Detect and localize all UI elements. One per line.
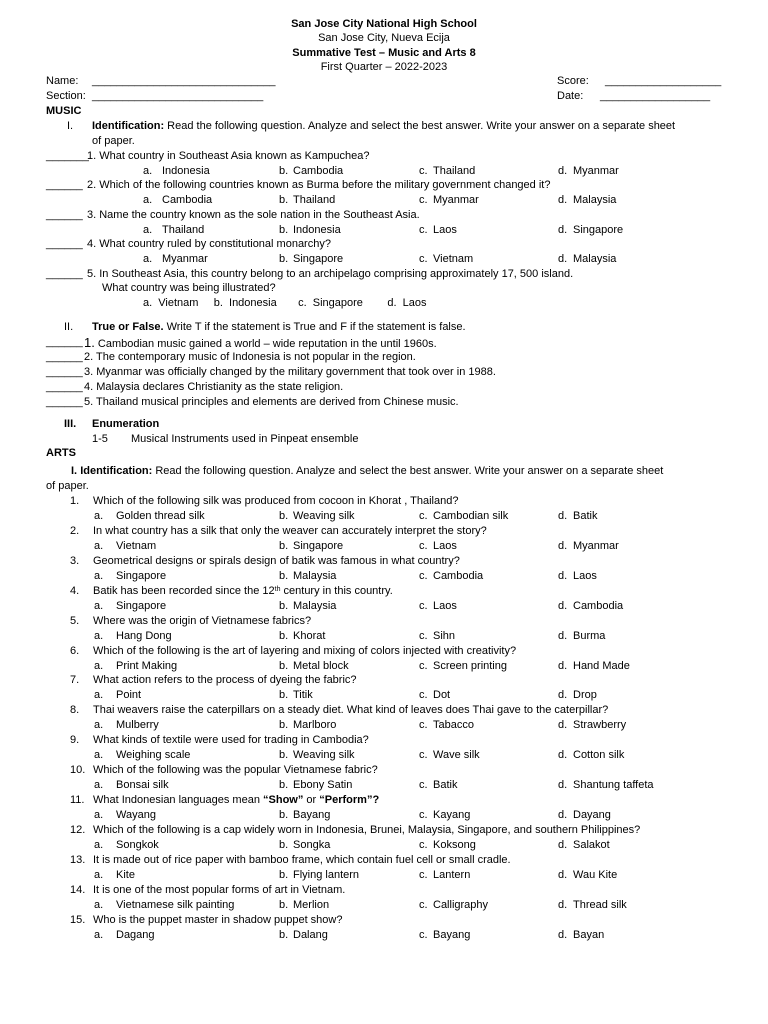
arts-q4-choice-a: Singapore bbox=[116, 599, 167, 612]
choice-letter-b: b. bbox=[279, 224, 289, 236]
tf-item-2 bbox=[84, 351, 416, 364]
music-q4-blank[interactable]: ______ bbox=[46, 238, 83, 250]
choice-letter-a: a. bbox=[94, 689, 104, 702]
choice-letter-b: b. bbox=[279, 253, 289, 265]
quarter-label: First Quarter – 2022-2023 bbox=[320, 61, 448, 73]
choice-letter-d: d. bbox=[558, 194, 568, 206]
arts-q10-choice-a: Bonsai silk bbox=[116, 779, 169, 792]
choice-letter-c: c. bbox=[419, 689, 428, 702]
arts-q14-choice-a: Vietnamese silk painting bbox=[116, 898, 235, 911]
arts-q7-number: 7. bbox=[70, 674, 80, 687]
choice-letter-d: d. bbox=[558, 838, 568, 851]
question-text: What Indonesian languages mean bbox=[93, 794, 264, 806]
choice-letter-b: b. bbox=[279, 659, 289, 672]
question-text-mid: or bbox=[303, 794, 320, 806]
choice-letter-c: c. bbox=[419, 539, 428, 552]
question-text: Who is the puppet master in shadow puppet show? bbox=[93, 913, 343, 926]
music-q2-choice-d: Malaysia bbox=[573, 194, 617, 206]
music-q1-choice-b: Cambodia bbox=[293, 165, 344, 177]
question-text: Thai weavers raise the caterpillars on a steady diet. What kind of leaves does Thai gave to the caterpillar? bbox=[93, 704, 609, 717]
music-q3-choice-d: Singapore bbox=[573, 224, 624, 236]
arts-q2-choice-a: Vietnam bbox=[116, 539, 157, 552]
arts-q9-choice-b: Weaving silk bbox=[293, 749, 355, 762]
arts-q2-text bbox=[93, 525, 487, 538]
arts-heading: ARTS bbox=[46, 447, 76, 459]
bold-term-show: “Show” bbox=[263, 794, 304, 806]
question-text: Which of the following is a cap widely worn in Indonesia, Brunei, Malaysia, Singapore, and southern Philippines? bbox=[93, 823, 641, 836]
arts-q5-choice-b: Khorat bbox=[293, 629, 326, 642]
music-q1-text: 1. What country in Southeast Asia known as Kampuchea? bbox=[87, 150, 370, 162]
choice-letter-c: c. bbox=[419, 165, 428, 177]
choice-letter-a: a. bbox=[94, 510, 104, 522]
music-q3-choice-a: Thailand bbox=[162, 224, 205, 236]
arts-q7-choice-a: Point bbox=[116, 689, 142, 702]
arts-q4-choice-d: Cambodia bbox=[573, 599, 624, 612]
question-text: What kinds of textile were used for trading in Cambodia? bbox=[93, 734, 369, 747]
arts-q8-choice-b: Marlboro bbox=[293, 719, 337, 732]
music-q3-choice-c: Laos bbox=[433, 224, 457, 236]
choice-letter-b: b. bbox=[279, 165, 289, 177]
score-field[interactable]: ___________________ bbox=[605, 75, 722, 87]
choice-letter-c: c. bbox=[419, 868, 428, 881]
arts-q8-choice-d: Strawberry bbox=[573, 719, 627, 732]
choice-letter-b: b. bbox=[279, 809, 289, 821]
question-text: Which of the following is the art of layering and mixing of colors injected with creativity? bbox=[93, 644, 517, 657]
test-title: Summative Test – Music and Arts 8 bbox=[292, 47, 476, 59]
bold-term-perform: “Perform” bbox=[319, 794, 373, 806]
tf-item-2-blank[interactable]: ______ bbox=[46, 351, 83, 363]
arts-q15-choice-b: Dalang bbox=[293, 928, 328, 941]
choice-letter-d: d. bbox=[558, 165, 568, 177]
arts-q13-choice-c: Lantern bbox=[433, 868, 471, 881]
date-label: Date: bbox=[557, 90, 584, 102]
music-q5-blank[interactable]: ______ bbox=[46, 268, 83, 280]
choice-letter-b: b. bbox=[279, 599, 289, 612]
arts-q3-choice-b: Malaysia bbox=[293, 569, 337, 582]
part3-number: III. bbox=[64, 418, 77, 430]
arts-q8-choice-a: Mulberry bbox=[116, 719, 159, 732]
arts-q2-number: 2. bbox=[70, 524, 80, 537]
tf-item-number: 1. bbox=[84, 335, 95, 350]
arts-q12-choice-c: Koksong bbox=[433, 838, 476, 851]
choice-letter-c: c. bbox=[419, 928, 428, 941]
arts-q13-number: 13. bbox=[70, 853, 86, 866]
choice-letter-a: a. bbox=[94, 659, 104, 672]
music-q2-text: 2. Which of the following countries known as Burma before the military government changed it? bbox=[87, 179, 551, 191]
arts-q9-choice-c: Wave silk bbox=[433, 749, 480, 762]
music-q5-choices: a. Vietnam b. Indonesia c. Singapore d. Laos bbox=[143, 297, 427, 309]
choice-letter-d: d. bbox=[558, 224, 568, 236]
choice-letter-a: a. bbox=[94, 868, 104, 881]
arts-q11-choice-b: Bayang bbox=[293, 809, 331, 821]
tf-item-text: 5. Thailand musical principles and elements are derived from Chinese music. bbox=[84, 396, 459, 408]
arts-q9-choice-d: Cotton silk bbox=[573, 749, 625, 762]
choice-letter-c: c. bbox=[419, 838, 428, 851]
choice-letter-d: d. bbox=[558, 659, 568, 672]
arts-q14-choice-c: Calligraphy bbox=[433, 898, 489, 911]
arts-q11-choice-c: Kayang bbox=[433, 809, 471, 821]
arts-q13-choice-a: Kite bbox=[116, 868, 135, 881]
arts-q10-choice-d: Shantung taffeta bbox=[573, 779, 654, 792]
choice-letter-a: a. bbox=[94, 779, 104, 792]
choice-letter-a: a. bbox=[94, 599, 104, 612]
arts-q7-choice-b: Titik bbox=[293, 689, 313, 702]
arts-q6-number: 6. bbox=[70, 644, 80, 657]
arts-q7-choice-c: Dot bbox=[433, 689, 451, 702]
date-field[interactable]: __________________ bbox=[600, 90, 711, 102]
arts-q8-text bbox=[93, 704, 608, 717]
arts-q13-choice-d: Wau Kite bbox=[573, 868, 618, 881]
choice-letter-c: c. bbox=[419, 629, 428, 642]
music-q1-choice-a: Indonesia bbox=[162, 165, 210, 177]
arts-q12-choice-b: Songka bbox=[293, 838, 331, 851]
name-field[interactable]: ______________________________ bbox=[92, 75, 276, 87]
choice-letter-a: a. bbox=[143, 165, 153, 177]
arts-q5-choice-c: Sihn bbox=[433, 629, 456, 642]
arts-q9-text bbox=[93, 734, 369, 747]
arts-q7-choice-d: Drop bbox=[573, 689, 597, 702]
arts-q14-number: 14. bbox=[70, 883, 86, 896]
music-q1-choice-d: Myanmar bbox=[573, 165, 619, 177]
arts-q15-choice-a: Dagang bbox=[116, 928, 155, 941]
arts-q3-number: 3. bbox=[70, 554, 80, 567]
choice-letter-d: d. bbox=[558, 629, 568, 642]
arts-label: Identification: bbox=[80, 465, 153, 477]
tf-item-text: 3. Myanmar was officially changed by the military government that took over in 1988. bbox=[84, 366, 496, 378]
superscript: th bbox=[274, 585, 281, 593]
arts-q1-choice-b: Weaving silk bbox=[293, 510, 355, 522]
arts-q5-choice-d: Burma bbox=[573, 629, 606, 642]
music-q4-choice-b: Singapore bbox=[293, 253, 344, 265]
part1-instruction-text: Read the following question. Analyze and select the best answer. Write your answer on a separate sheet bbox=[164, 120, 676, 132]
music-q5-text-cont: What country was being illustrated? bbox=[102, 282, 276, 294]
music-q2-choice-a: Cambodia bbox=[162, 194, 213, 206]
arts-q13-choice-b: Flying lantern bbox=[293, 868, 360, 881]
arts-q1-text bbox=[93, 495, 458, 508]
arts-q11-text bbox=[93, 794, 379, 807]
arts-q4-choice-b: Malaysia bbox=[293, 599, 337, 612]
arts-q8-choice-c: Tabacco bbox=[433, 719, 474, 732]
arts-q12-choice-a: Songkok bbox=[116, 838, 159, 851]
arts-q1-number: 1. bbox=[70, 495, 80, 507]
tf-item-5-blank[interactable]: ______ bbox=[46, 396, 83, 408]
music-q2-choice-c: Myanmar bbox=[433, 194, 479, 206]
question-text: It is made out of rice paper with bamboo frame, which contain fuel cell or small cradle. bbox=[93, 853, 511, 866]
arts-q3-choice-a: Singapore bbox=[116, 569, 167, 582]
choice-letter-d: d. bbox=[558, 599, 568, 612]
question-text: Which of the following silk was produced from cocoon in Khorat , Thailand? bbox=[93, 495, 459, 507]
music-q1-blank[interactable]: _______ bbox=[46, 150, 89, 162]
part1-number: I. bbox=[67, 120, 74, 132]
tf-item-1 bbox=[84, 336, 437, 351]
choice-letter-c: c. bbox=[419, 898, 428, 911]
music-heading: MUSIC bbox=[46, 105, 82, 117]
arts-q2-choice-d: Myanmar bbox=[573, 539, 619, 552]
arts-q7-text bbox=[93, 674, 357, 687]
part2-instruction-text: Write T if the statement is True and F if the statement is false. bbox=[163, 321, 466, 333]
choice-letter-c: c. bbox=[419, 779, 428, 792]
choice-letter-a: a. bbox=[94, 928, 104, 941]
arts-q5-text bbox=[93, 615, 311, 628]
music-q4-choice-c: Vietnam bbox=[433, 253, 474, 265]
arts-q4-choice-c: Laos bbox=[433, 599, 457, 612]
choice-letter-d: d. bbox=[558, 779, 568, 792]
tf-item-1-blank[interactable]: ______ bbox=[46, 336, 83, 348]
choice-letter-d: d. bbox=[558, 898, 568, 911]
choice-letter-c: c. bbox=[419, 659, 428, 672]
choice-letter-a: a. bbox=[143, 224, 153, 236]
arts-q14-choice-d: Thread silk bbox=[573, 898, 627, 911]
choice-letter-d: d. bbox=[558, 539, 568, 552]
arts-q4-number: 4. bbox=[70, 584, 80, 597]
arts-q5-choice-a: Hang Dong bbox=[116, 629, 172, 642]
choice-letter-b: b. bbox=[279, 898, 289, 911]
question-text: Batik has been recorded since the 12 bbox=[93, 584, 275, 597]
music-q3-blank[interactable]: ______ bbox=[46, 209, 83, 221]
choice-letter-b: b. bbox=[279, 838, 289, 851]
choice-letter-b: b. bbox=[279, 689, 289, 702]
school-address: San Jose City, Nueva Ecija bbox=[318, 32, 450, 44]
choice-letter-b: b. bbox=[279, 779, 289, 792]
choice-letter-b: b. bbox=[279, 539, 289, 552]
choice-letter-c: c. bbox=[419, 510, 428, 522]
choice-letter-b: b. bbox=[279, 928, 289, 941]
choice-letter-a: a. bbox=[94, 809, 104, 821]
choice-letter-d: d. bbox=[558, 569, 568, 582]
music-q3-text: 3. Name the country known as the sole nation in the Southeast Asia. bbox=[87, 209, 420, 221]
tf-item-text: Cambodian music gained a world – wide reputation in the until 1960s. bbox=[94, 338, 437, 350]
arts-q14-choice-b: Merlion bbox=[293, 898, 330, 911]
music-q2-choice-b: Thailand bbox=[293, 194, 336, 206]
arts-q12-number: 12. bbox=[70, 823, 86, 836]
music-q4-choice-a: Myanmar bbox=[162, 253, 208, 265]
arts-q6-text bbox=[93, 645, 516, 658]
question-text-end: ? bbox=[372, 794, 380, 806]
tf-item-3-blank[interactable]: ______ bbox=[46, 366, 83, 378]
choice-letter-c: c. bbox=[419, 253, 428, 265]
arts-q8-number: 8. bbox=[70, 704, 80, 717]
arts-q1-choice-a: Golden thread silk bbox=[116, 510, 205, 522]
choice-letter-d: d. bbox=[558, 809, 568, 821]
arts-q10-choice-c: Batik bbox=[433, 779, 458, 792]
choice-letter-c: c. bbox=[419, 719, 428, 732]
music-q4-text: 4. What country ruled by constitutional monarchy? bbox=[87, 238, 331, 250]
choice-letter-c: c. bbox=[419, 809, 428, 821]
choice-letter-d: d. bbox=[558, 719, 568, 732]
arts-q2-choice-b: Singapore bbox=[293, 539, 344, 552]
arts-q9-number: 9. bbox=[70, 734, 80, 747]
tf-item-4-blank[interactable]: ______ bbox=[46, 381, 83, 393]
arts-q3-text bbox=[93, 555, 460, 568]
question-text: It is one of the most popular forms of art in Vietnam. bbox=[93, 883, 346, 896]
arts-q15-number: 15. bbox=[70, 913, 86, 926]
name-label: Name: bbox=[46, 75, 79, 87]
choice-letter-b: b. bbox=[279, 749, 289, 762]
arts-q6-choice-d: Hand Made bbox=[573, 659, 630, 672]
choice-letter-a: a. bbox=[94, 749, 104, 762]
choice-letter-a: a. bbox=[143, 253, 153, 265]
part2-number: II. bbox=[64, 321, 74, 333]
question-text: What action refers to the process of dyeing the fabric? bbox=[93, 674, 357, 687]
tf-item-5 bbox=[84, 396, 459, 409]
section-field[interactable]: ____________________________ bbox=[92, 90, 264, 102]
arts-q1-choice-c: Cambodian silk bbox=[433, 510, 509, 522]
part1-instruction-cont: of paper. bbox=[92, 135, 135, 147]
choice-letter-a: a. bbox=[94, 569, 104, 582]
choice-letter-d: d. bbox=[558, 928, 568, 941]
arts-instruction-cont: of paper. bbox=[46, 480, 89, 492]
arts-q12-choice-d: Salakot bbox=[573, 838, 610, 851]
music-q3-choice-b: Indonesia bbox=[293, 224, 341, 236]
choice-letter-a: a. bbox=[94, 898, 104, 911]
arts-q10-number: 10. bbox=[70, 764, 86, 777]
arts-q13-text bbox=[93, 854, 511, 867]
question-text: Where was the origin of Vietnamese fabrics? bbox=[93, 614, 312, 627]
part2-label: True or False. bbox=[92, 321, 164, 333]
music-q5-text: 5. In Southeast Asia, this country belong to an archipelago comprising approximately 17, 500 island. bbox=[87, 268, 574, 280]
choice-letter-d: d. bbox=[558, 510, 568, 522]
arts-q10-text bbox=[93, 764, 378, 777]
arts-q15-choice-d: Bayan bbox=[573, 928, 605, 941]
arts-q12-text bbox=[93, 824, 640, 837]
part3-range: 1-5 bbox=[92, 433, 108, 445]
music-q2-blank[interactable]: ______ bbox=[46, 179, 83, 191]
music-q4-choice-d: Malaysia bbox=[573, 253, 617, 265]
arts-q6-choice-c: Screen printing bbox=[433, 659, 507, 672]
choice-letter-b: b. bbox=[279, 629, 289, 642]
arts-q6-choice-b: Metal block bbox=[293, 659, 349, 672]
arts-q11-choice-a: Wayang bbox=[116, 809, 156, 821]
choice-letter-d: d. bbox=[558, 253, 568, 265]
choice-letter-a: a. bbox=[94, 719, 104, 732]
arts-q3-choice-c: Cambodia bbox=[433, 569, 484, 582]
part3-label: Enumeration bbox=[92, 418, 160, 430]
arts-q4-text bbox=[93, 585, 393, 598]
choice-letter-a: a. bbox=[94, 838, 104, 851]
question-text-end: century in this country. bbox=[280, 584, 393, 597]
tf-item-text: 4. Malaysia declares Christianity as the state religion. bbox=[84, 381, 344, 393]
music-q1-choice-c: Thailand bbox=[433, 165, 476, 177]
arts-q5-number: 5. bbox=[70, 614, 80, 627]
arts-q3-choice-d: Laos bbox=[573, 569, 597, 582]
arts-q14-text bbox=[93, 884, 345, 897]
arts-q1-choice-d: Batik bbox=[573, 510, 598, 522]
choice-letter-d: d. bbox=[558, 868, 568, 881]
part3-text: Musical Instruments used in Pinpeat ensemble bbox=[131, 433, 359, 445]
question-text: Which of the following was the popular Vietnamese fabric? bbox=[93, 764, 378, 777]
choice-letter-a: a. bbox=[94, 539, 104, 552]
score-label: Score: bbox=[557, 75, 589, 87]
choice-letter-b: b. bbox=[279, 194, 289, 206]
question-text: In what country has a silk that only the weaver can accurately interpret the story? bbox=[93, 524, 487, 537]
choice-letter-d: d. bbox=[558, 749, 568, 762]
tf-item-3 bbox=[84, 366, 496, 379]
choice-letter-b: b. bbox=[279, 868, 289, 881]
arts-q11-choice-d: Dayang bbox=[573, 809, 611, 821]
arts-q15-text bbox=[93, 914, 342, 927]
question-text: Geometrical designs or spirals design of batik was famous in what country? bbox=[93, 554, 460, 567]
arts-q10-choice-b: Ebony Satin bbox=[293, 779, 353, 792]
choice-letter-c: c. bbox=[419, 224, 428, 236]
part2-instructions bbox=[92, 321, 466, 334]
part1-label: Identification: bbox=[92, 120, 165, 132]
arts-q6-choice-a: Print Making bbox=[116, 659, 178, 672]
tf-item-text: 2. The contemporary music of Indonesia is not popular in the region. bbox=[84, 351, 416, 363]
choice-letter-c: c. bbox=[419, 569, 428, 582]
choice-letter-a: a. bbox=[143, 194, 153, 206]
choice-letter-b: b. bbox=[279, 569, 289, 582]
arts-q2-choice-c: Laos bbox=[433, 539, 457, 552]
section-label: Section: bbox=[46, 90, 86, 102]
tf-item-4 bbox=[84, 381, 343, 394]
choice-letter-b: b. bbox=[279, 510, 289, 522]
choice-letter-a: a. bbox=[94, 629, 104, 642]
choice-letter-b: b. bbox=[279, 719, 289, 732]
choice-letter-d: d. bbox=[558, 689, 568, 702]
choice-letter-c: c. bbox=[419, 749, 428, 762]
part1-instructions bbox=[92, 120, 675, 133]
choice-letter-c: c. bbox=[419, 194, 428, 206]
school-name: San Jose City National High School bbox=[291, 18, 477, 30]
arts-q15-choice-c: Bayang bbox=[433, 928, 471, 941]
choice-letter-c: c. bbox=[419, 599, 428, 612]
arts-number: I. bbox=[71, 465, 78, 477]
arts-q11-number: 11. bbox=[70, 794, 85, 806]
arts-instructions bbox=[71, 465, 663, 478]
arts-q9-choice-a: Weighing scale bbox=[116, 749, 191, 762]
arts-instruction-text: Read the following question. Analyze and select the best answer. Write your answer on a separate sheet bbox=[152, 465, 664, 477]
